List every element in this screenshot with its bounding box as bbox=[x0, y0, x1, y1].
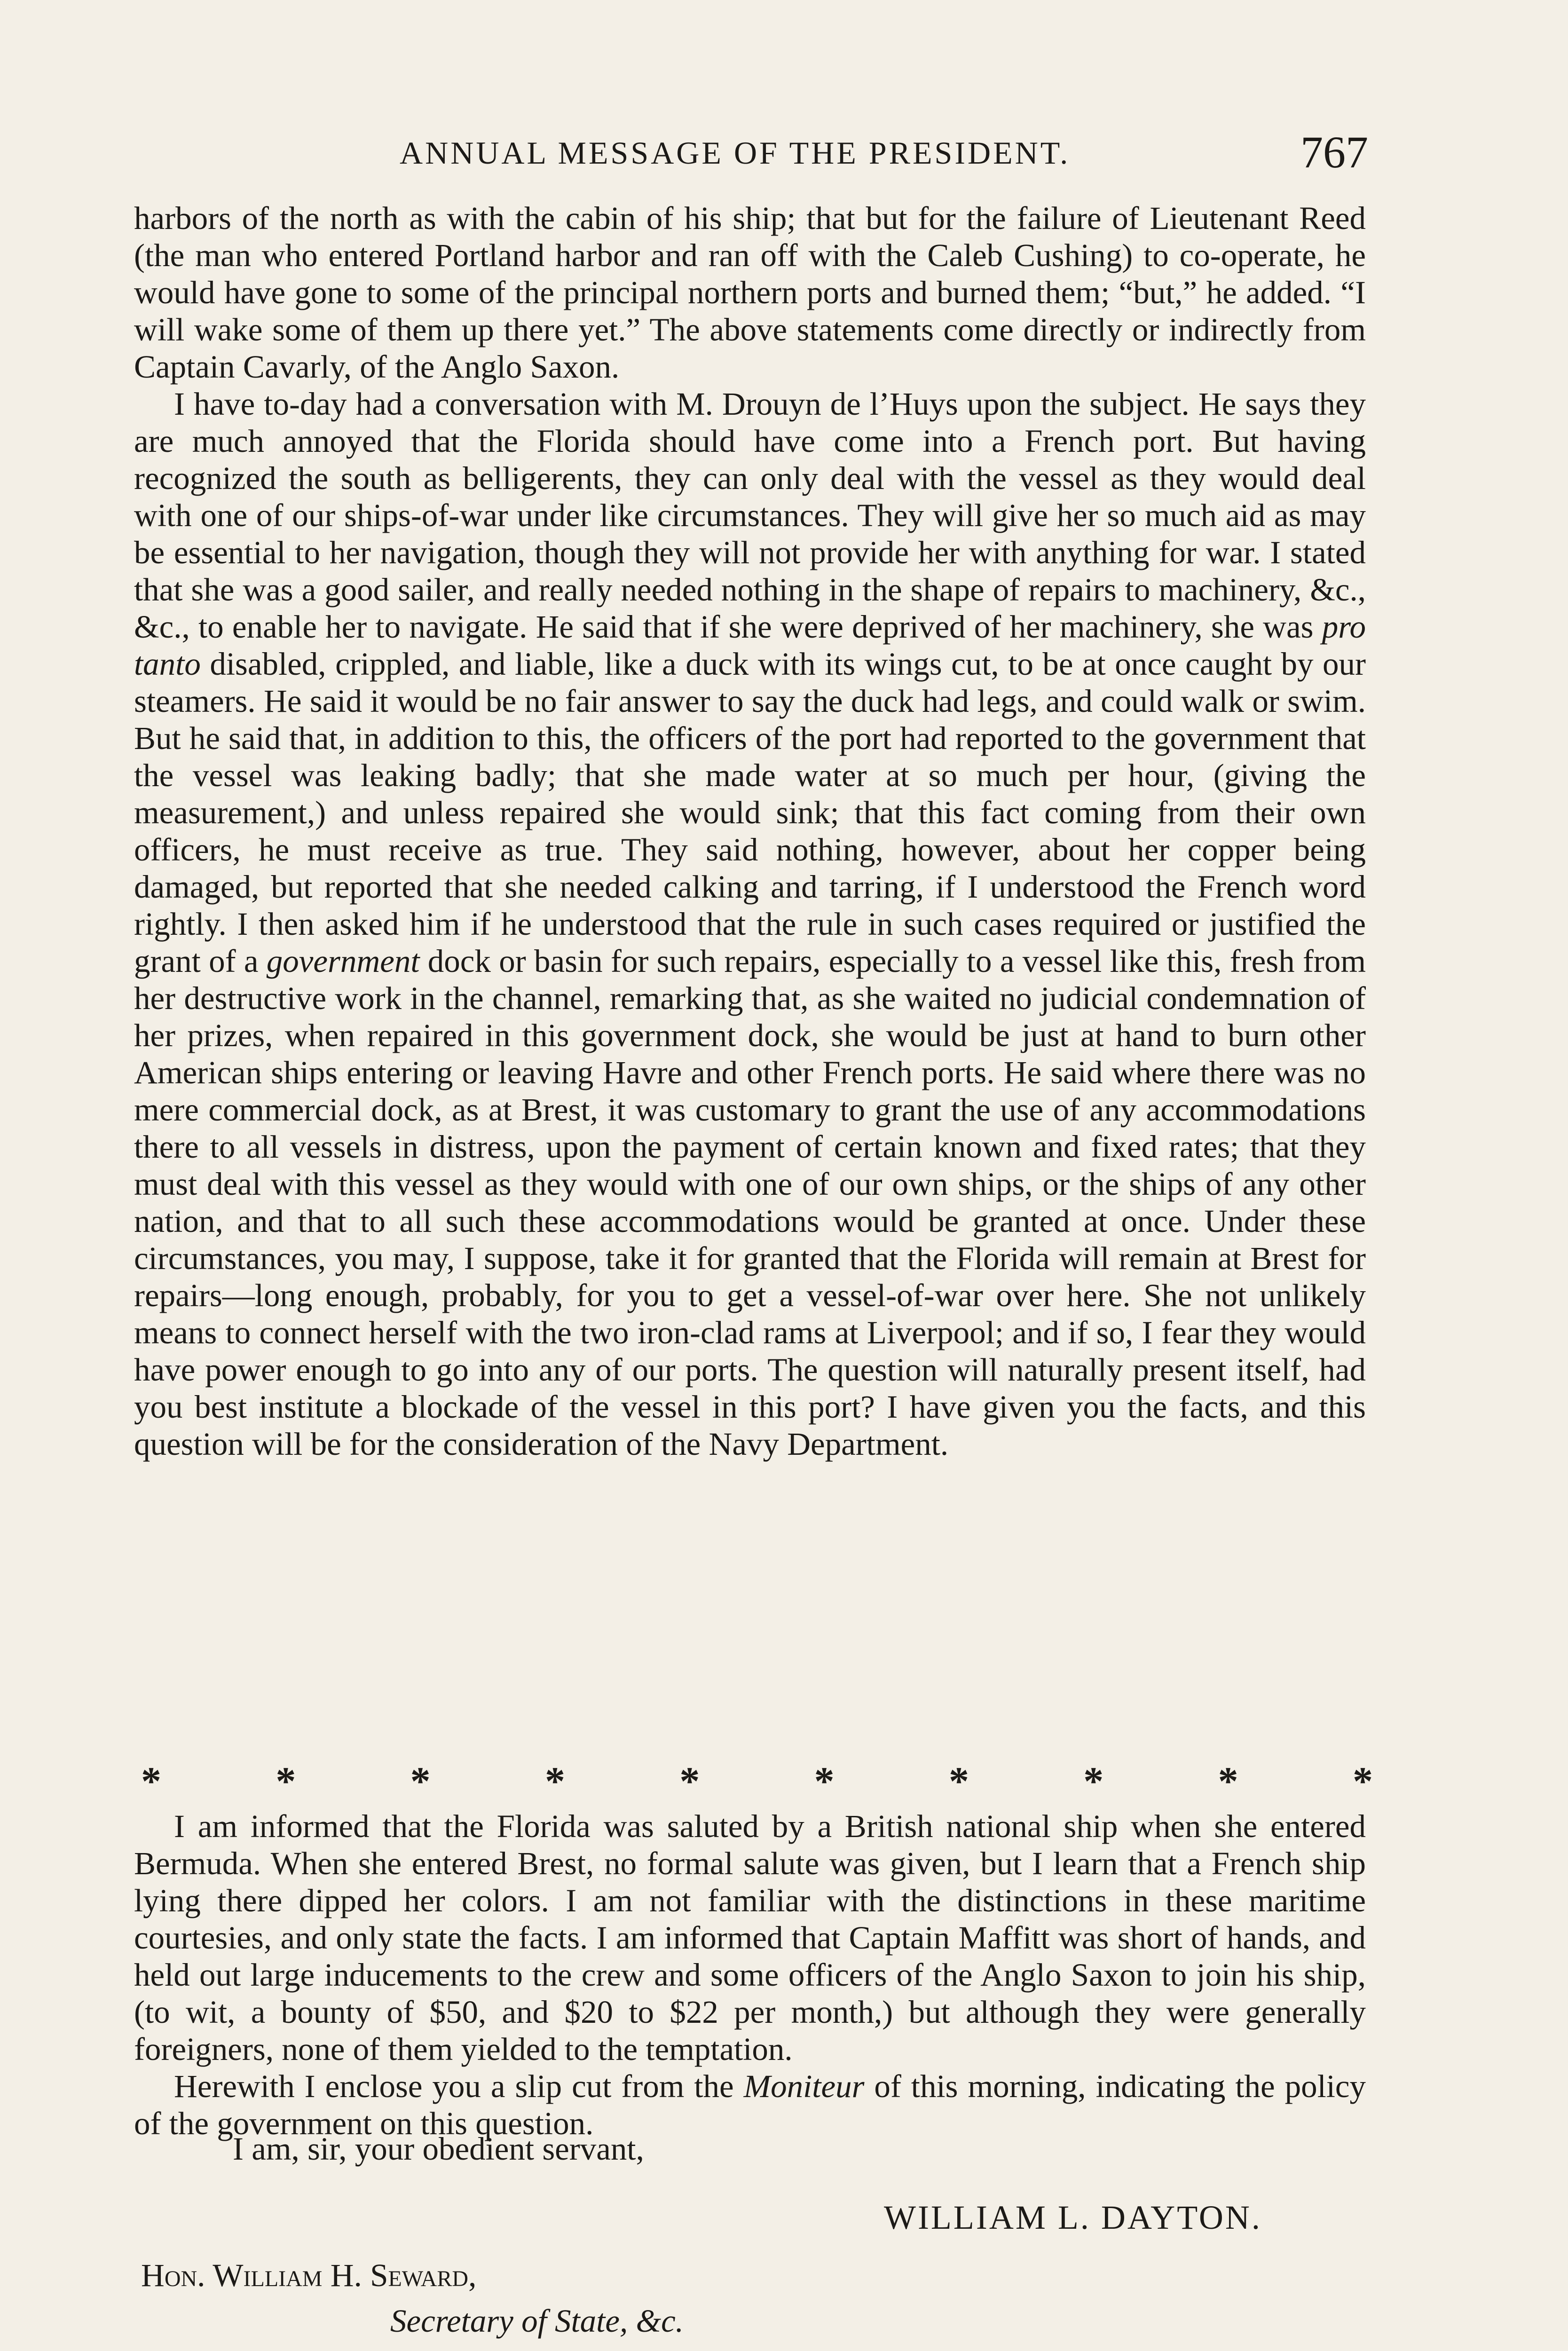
asterisk: * bbox=[276, 1759, 296, 1804]
page-header bbox=[136, 126, 1387, 182]
asterisk-separator bbox=[141, 1758, 1373, 1805]
salutation: I am, sir, your obedient servant, bbox=[233, 2131, 644, 2167]
paragraph-1-text: harbors of the north as with the cabin of his ship; that but for the failure of Lieutenant Reed (the man who entered Portland harbor and ran off with the Caleb Cushing) to co-operate, he would have gone to some of the principal northern ports and burned them; “but,” he added. “I will wake some of them up there yet.” The above statements come directly or indirectly from Captain Cavarly, of the Anglo Saxon. bbox=[134, 200, 1366, 385]
asterisk: * bbox=[1352, 1759, 1373, 1804]
running-title: ANNUAL MESSAGE OF THE PRESIDENT. bbox=[400, 135, 1071, 171]
asterisk: * bbox=[814, 1759, 835, 1804]
italic-phrase-pro-tanto: pro tanto bbox=[134, 609, 1366, 682]
paragraph-2-text-a: I have to-day had a conversation with M. Drouyn de l’Huys upon the subject. He says they are much annoyed that the Florida should have come into a French port. But having recognized the south as belligerents, they can only deal with the vessel as they would deal with one of our ships-of-war under like circumstances. They will give her so much aid as may be essential to her navigation, though they will not provide her with anything for war. I stated that she was a good sailer, and really needed nothing in the shape of repairs to machinery, &c., &c., to enable her to navigate. He said that if she were deprived of her machinery, she was bbox=[134, 386, 1366, 645]
paragraph-2-text-b: disabled, crippled, and liable, like a duck with its wings cut, to be at once caught by our steamers. He said it would be no fair answer to say the duck had legs, and could walk or swim. But he said that, in addition to this, the officers of the port had reported to the government that the vessel was leaking badly; that she made water at so much per hour, (giving the measurement,) and unless repaired she would sink; that this fact coming from their own officers, he must receive as true. They said nothing, however, about her copper being damaged, but reported that she needed calking and tarring, if I understood the French word rightly. I then asked him if he understood that the rule in such cases required or justified the grant of a bbox=[134, 646, 1366, 979]
asterisk: * bbox=[679, 1759, 700, 1804]
paragraph-conversation bbox=[134, 386, 1366, 1463]
letter-body bbox=[134, 200, 1366, 1463]
signature: WILLIAM L. DAYTON. bbox=[884, 2199, 1262, 2236]
asterisk: * bbox=[410, 1759, 431, 1804]
addressee-title: Secretary of State, &c. bbox=[390, 2303, 684, 2339]
italic-word-government: government bbox=[266, 943, 420, 979]
asterisk: * bbox=[1218, 1759, 1238, 1804]
asterisk: * bbox=[1083, 1759, 1104, 1804]
page-number: 767 bbox=[1300, 127, 1368, 177]
addressee-name: Hon. William H. Seward, bbox=[141, 2257, 477, 2293]
paragraph-4-text-a: Herewith I enclose you a slip cut from the bbox=[174, 2068, 734, 2104]
paragraph-3-text: I am informed that the Florida was saluted by a British national ship when she entered Bermuda. When she entered Brest, no formal salute was given, but I learn that a French ship lying there dipped her colors. I am not familiar with the distinctions in these maritime courtesies, and only state the facts. I am informed that Captain Maffitt was short of hands, and held out large inducements to the crew and some officers of the Anglo Saxon to join his ship, (to wit, a bounty of $50, and $20 to $22 per month,) but although they were generally foreigners, none of them yielded to the temptation. bbox=[134, 1808, 1366, 2067]
paragraph-2-text-c: dock or basin for such repairs, especially to a vessel like this, fresh from her destructive work in the channel, remarking that, as she waited no judicial condemnation of her prizes, when repaired in this government dock, she would be just at hand to burn other American ships entering or leaving Havre and other French ports. He said where there was no mere commercial dock, as at Brest, it was customary to grant the use of any accommodations there to all vessels in distress, upon the payment of certain known and fixed rates; that they must deal with this vessel as they would with one of our own ships, or the ships of any other nation, and that to all such these accommodations would be granted at once. Under these circumstances, you may, I suppose, take it for granted that the Florida will remain at Brest for repairs—long enough, probably, for you to get a vessel-of-war over here. She not unlikely means to connect herself with the two iron-clad rams at Liverpool; and if so, I fear they would have power enough to go into any of our ports. The question will naturally present itself, had you best institute a blockade of the vessel in this port? I have given you the facts, and this question will be for the consideration of the Navy Department. bbox=[134, 943, 1366, 1462]
italic-word-moniteur: Moniteur bbox=[743, 2068, 865, 2104]
paragraph-florida-saluted bbox=[134, 1808, 1366, 2068]
letter-closing bbox=[134, 1808, 1366, 2142]
asterisk: * bbox=[141, 1759, 161, 1804]
asterisk: * bbox=[544, 1759, 565, 1804]
paragraph-continuation bbox=[134, 200, 1366, 386]
paragraph-4-text-b: of this morning, indicating the policy of the government on this question. bbox=[134, 2068, 1366, 2141]
asterisk: * bbox=[948, 1759, 969, 1804]
